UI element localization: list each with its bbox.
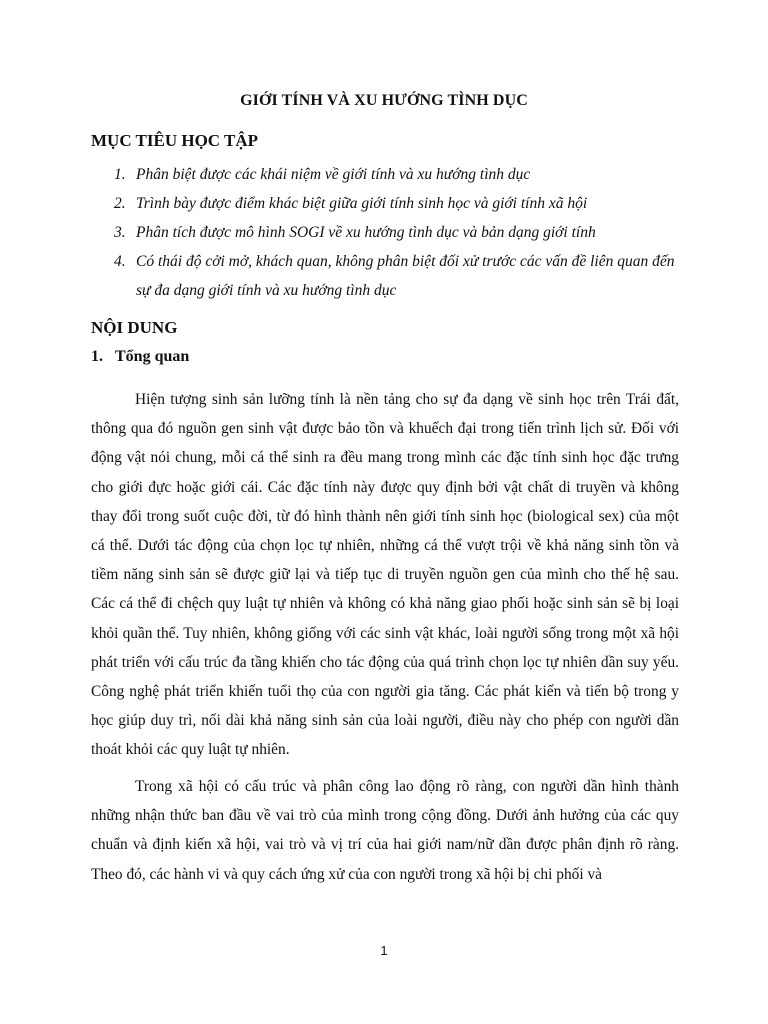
section-1-heading (91, 348, 189, 366)
content-heading: NỘI DUNG (91, 318, 178, 337)
objective-item (91, 247, 691, 305)
page-number: 1 (380, 943, 388, 958)
section-1-title: Tổng quan (115, 348, 190, 365)
objective-number: 4. (114, 253, 126, 270)
objective-text: Có thái độ cởi mở, khách quan, không phân biệt đối xử trước các vấn đề liên quan đến sự đa dạng giới tính và xu hướng tình dục (136, 253, 675, 299)
objective-item (91, 160, 691, 189)
objective-number: 3. (114, 224, 126, 241)
objective-text: Phân biệt được các khái niệm về giới tính và xu hướng tình dục (136, 166, 531, 183)
objective-number: 2. (114, 195, 126, 212)
objective-text: Trình bày được điểm khác biệt giữa giới tính sinh học và giới tính xã hội (136, 195, 588, 212)
objective-text: Phân tích được mô hình SOGI về xu hướng tình dục và bản dạng giới tính (136, 224, 596, 241)
body-paragraph: Trong xã hội có cấu trúc và phân công lao động rõ ràng, con người dần hình thành những nhận thức ban đầu về vai trò của mình trong cộng đồng. Dưới ảnh hưởng của các quy chuẩn và định kiến xã hội, vai trò và vị trí của hai giới nam/nữ dần được phân định rõ ràng. Theo đó, các hành vi và quy cách ứng xử của con người trong xã hội bị chi phối và (91, 778, 679, 883)
objective-number: 1. (114, 166, 126, 183)
body-paragraph: Hiện tượng sinh sản lưỡng tính là nền tảng cho sự đa dạng về sinh học trên Trái đất, thông qua đó nguồn gen sinh vật được bảo tồn và khuếch đại trong tiến trình lịch sử. Đối với động vật nói chung, mỗi cá thể sinh ra đều mang trong mình các đặc tính sinh học đặc trưng cho giới đực hoặc giới cái. Các đặc tính này được quy định bởi vật chất di truyền và không thay đổi trong suốt cuộc đời, từ đó hình thành nên giới tính sinh học (biological sex) của một cá thể. Dưới tác động của chọn lọc tự nhiên, những cá thể vượt trội về khả năng sinh tồn và tiềm năng sinh sản sẽ được giữ lại và tiếp tục di truyền nguồn gen của mình cho thế hệ sau. Các cá thể đi chệch quy luật tự nhiên và không có khả năng giao phối hoặc sinh sản sẽ bị loại khỏi quần thể. Tuy nhiên, không giống với các sinh vật khác, loài người sống trong một xã hội phát triển với cấu trúc đa tầng khiến cho tác động của quá trình chọn lọc tự nhiên dần suy yếu. Công nghệ phát triển khiến tuổi thọ của con người gia tăng. Các phát kiến và tiến bộ trong y học giúp duy trì, nối dài khả năng sinh sản của loài người, điều này cho phép con người dần thoát khỏi các quy luật tự nhiên. (91, 391, 679, 759)
learning-objectives-list (91, 160, 691, 305)
objective-item (91, 189, 691, 218)
objective-item (91, 218, 691, 247)
section-1-number: 1. (91, 348, 103, 365)
document-title: GIỚI TÍNH VÀ XU HƯỚNG TÌNH DỤC (240, 92, 528, 109)
learning-objectives-heading: MỤC TIÊU HỌC TẬP (91, 131, 259, 150)
